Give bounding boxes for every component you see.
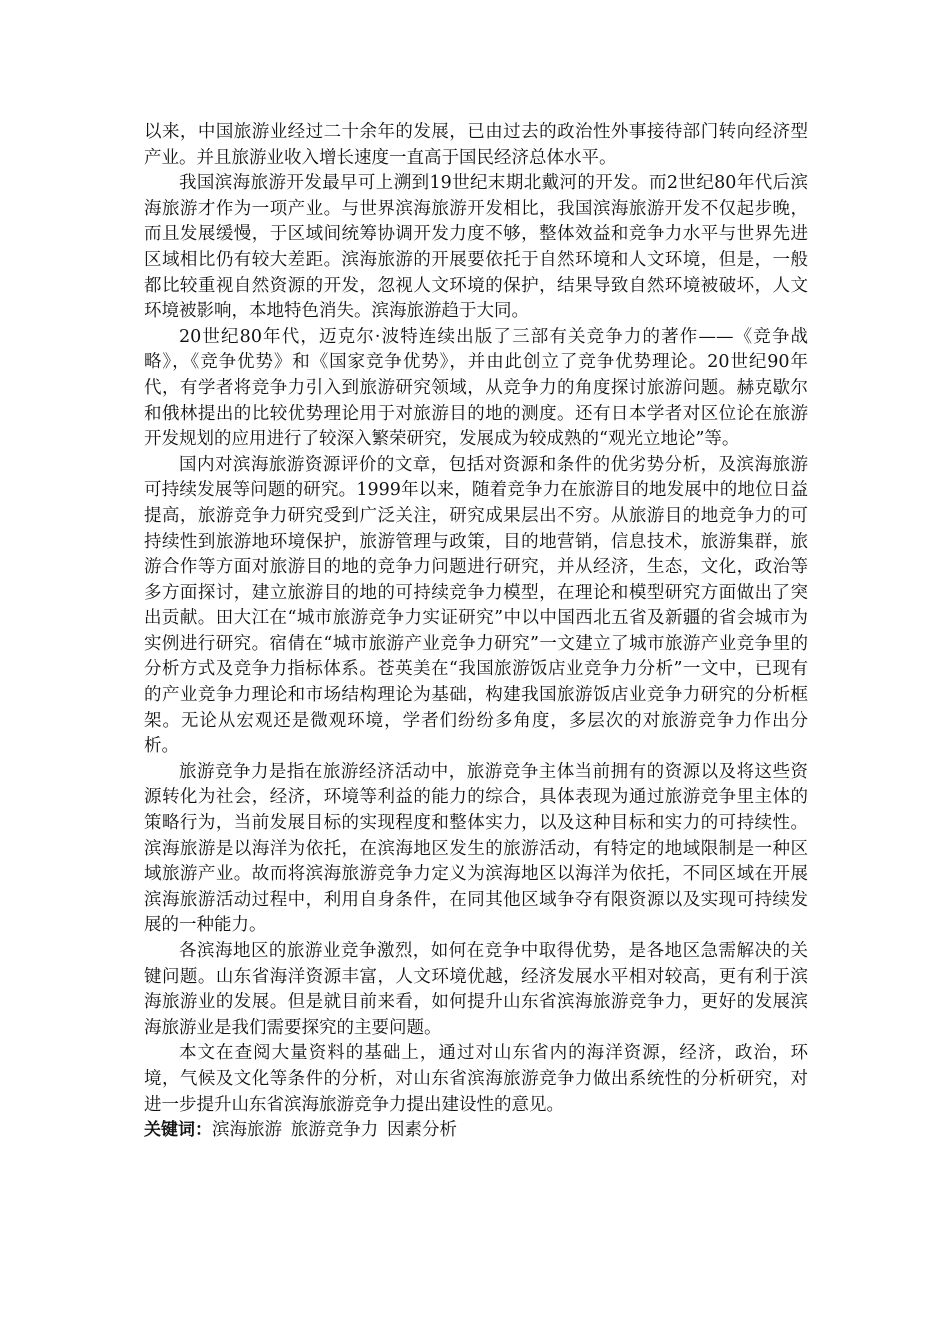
paragraph-domestic-research: 国内对滨海旅游资源评价的文章，包括对资源和条件的优劣势分析，及滨海旅游可持续发展等问题的研究。1999年以来，随着竞争力在旅游目的地发展中的地位日益提高，旅游竞争力研究受到广泛关注，研究成果层出不穷。从旅游目的地竞争力的可持续性到旅游地环境保护，旅游管理与政策，目的地营销，信息技术，旅游集群，旅游合作等方面对旅游目的地的竞争力问题进行研究，并从经济，生态，文化，政治等多方面探讨，建立旅游目的地的可持续竞争力模型，在理论和模型研究方面做出了突出贡献。田大江在“城市旅游竞争力实证研究”中以中国西北五省及新疆的省会城市为实例进行研究。宿倩在“城市旅游产业竞争力研究”一文建立了城市旅游产业竞争里的分析方式及竞争力指标体系。苍英美在“我国旅游饭店业竞争力分析”一文中，已现有的产业竞争力理论和市场结构理论为基础，构建我国旅游饭店业竞争力研究的分析框架。无论从宏观还是微观环境，学者们纷纷多角度，多层次的对旅游竞争力作出分析。 [144, 454, 808, 757]
keywords-label: 关键词： [144, 1120, 212, 1141]
paragraph-competitiveness-definition: 旅游竞争力是指在旅游经济活动中，旅游竞争主体当前拥有的资源以及将这些资源转化为社会，经济，环境等利益的能力的综合，具体表现为通过旅游竞争里主体的策略行为，当前发展目标的实现程度和整体实力，以及这种目标和实力的可持续性。滨海旅游是以海洋为依托，在滨海地区发生的旅游活动，有特定的地域限制是一种区域旅游产业。故而将滨海旅游竞争力定义为滨海地区以海洋为依托，不同区域在开展滨海旅游活动过程中，利用自身条件，在同其他区域争夺有限资源以及实现可持续发展的一种能力。 [144, 761, 808, 936]
keywords-line [144, 1118, 808, 1144]
paragraph-competitiveness-theory: 20世纪80年代，迈克尔·波特连续出版了三部有关竞争力的著作——《竞争战略》，《竞争优势》和《国家竞争优势》，并由此创立了竞争优势理论。20世纪90年代，有学者将竞争力引入到旅游研究领域，从竞争力的角度探讨旅游问题。赫克歇尔和俄林提出的比较优势理论用于对旅游目的地的测度。还有日本学者对区位论在旅游开发规划的应用进行了较深入繁荣研究，发展成为较成熟的“观光立地论”等。 [144, 326, 808, 450]
keyword-item: 因素分析 [387, 1120, 457, 1141]
keyword-item: 旅游竞争力 [290, 1120, 379, 1141]
paragraph-continuation: 以来，中国旅游业经过二十余年的发展，已由过去的政治性外事接待部门转向经济型产业。并且旅游业收入增长速度一直高于国民经济总体水平。 [144, 122, 808, 168]
document-body [144, 120, 808, 1144]
paragraph-shandong-problem: 各滨海地区的旅游业竞争激烈，如何在竞争中取得优势，是各地区急需解决的关键问题。山东省海洋资源丰富，人文环境优越，经济发展水平相对较高，更有利于滨海旅游业的发展。但是就目前来看，如何提升山东省滨海旅游竞争力，更好的发展滨海旅游业是我们需要探究的主要问题。 [144, 941, 808, 1038]
paragraph-coastal-tourism-history: 我国滨海旅游开发最早可上溯到19世纪末期北戴河的开发。而2世纪80年代后滨海旅游才作为一项产业。与世界滨海旅游开发相比，我国滨海旅游开发不仅起步晚，而且发展缓慢，于区域间统筹协调开发力度不够，整体效益和竞争力水平与世界先进区域相比仍有较大差距。滨海旅游的开展要依托于自然环境和人文环境，但是，一般都比较重视自然资源的开发，忽视人文环境的保护，结果导致自然环境被破坏，人文环境被影响，本地特色消失。滨海旅游趋于大同。 [144, 173, 808, 322]
keyword-item: 滨海旅游 [212, 1120, 282, 1141]
paragraph-paper-purpose: 本文在查阅大量资料的基础上，通过对山东省内的海洋资源，经济，政治，环境，气候及文化等条件的分析，对山东省滨海旅游竞争力做出系统性的分析研究，对进一步提升山东省滨海旅游竞争力提出建设性的意见。 [144, 1043, 808, 1115]
